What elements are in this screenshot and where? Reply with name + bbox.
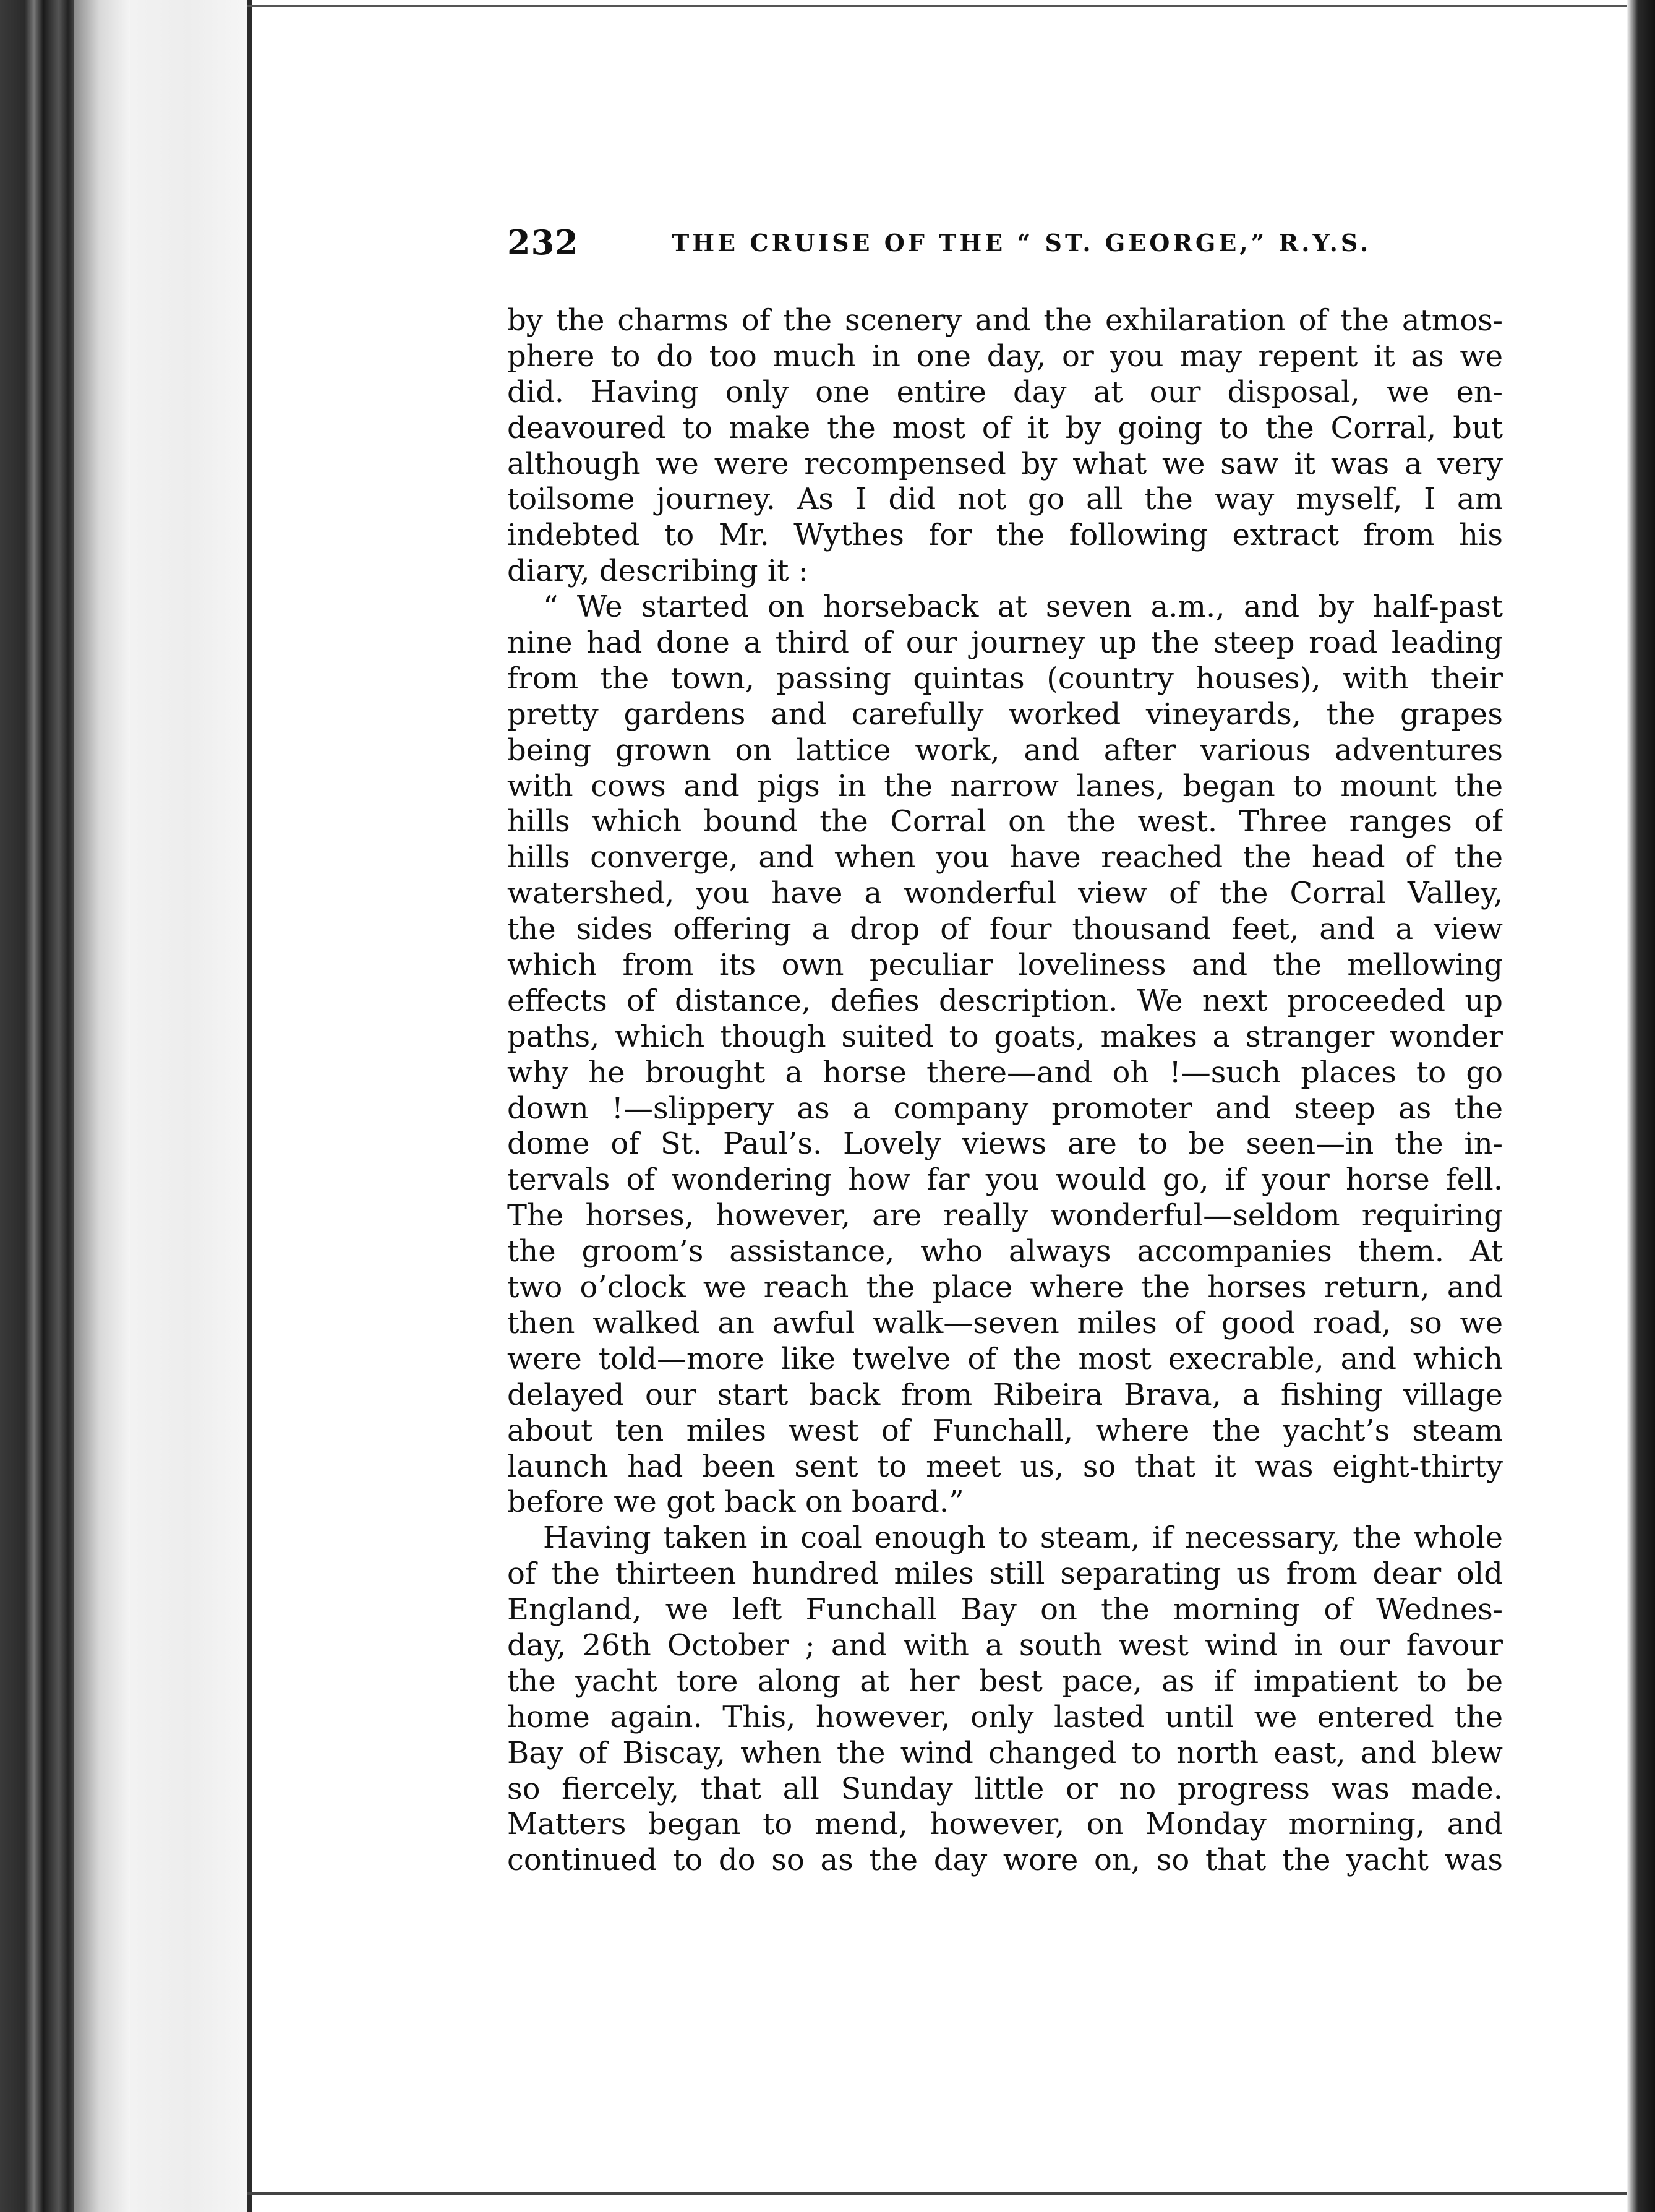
text-line: diary, describing it : bbox=[507, 554, 808, 589]
text-line: being grown on lattice work, and after various adventures bbox=[507, 732, 1503, 768]
scan-gutter-shadow bbox=[74, 0, 130, 2212]
text-line: hills which bound the Corral on the west. Three ranges of bbox=[507, 804, 1503, 839]
text-line: although we were recompensed by what we saw it was a very bbox=[507, 446, 1503, 481]
text-line: The horses, however, are really wonderful—seldom requiring bbox=[507, 1198, 1503, 1233]
scan-right-edge bbox=[1627, 0, 1655, 2212]
text-line: day, 26th October ; and with a south west wind in our favour bbox=[507, 1627, 1503, 1663]
text-line: phere to do too much in one day, or you may repent it as we bbox=[507, 338, 1503, 374]
text-line: England, we left Funchall Bay on the morning of Wednes- bbox=[507, 1592, 1503, 1627]
text-line: before we got back on board.” bbox=[507, 1485, 964, 1520]
text-line: by the charms of the scenery and the exhilaration of the atmos- bbox=[507, 303, 1503, 338]
text-line: with cows and pigs in the narrow lanes, began to mount the bbox=[507, 768, 1503, 804]
text-line: deavoured to make the most of it by going to the Corral, but bbox=[507, 410, 1503, 445]
text-line: paths, which though suited to goats, makes a stranger wonder bbox=[507, 1019, 1503, 1054]
text-line: home again. This, however, only lasted until we entered the bbox=[507, 1699, 1503, 1734]
text-line: pretty gardens and carefully worked vineyards, the grapes bbox=[507, 697, 1503, 732]
text-line: “ We started on horseback at seven a.m., and by half-past bbox=[543, 589, 1503, 625]
page-header bbox=[507, 223, 1503, 272]
text-line: toilsome journey. As I did not go all the way myself, I am bbox=[507, 482, 1503, 517]
scan-margin bbox=[130, 0, 247, 2212]
text-line: tervals of wondering how far you would go, if your horse fell. bbox=[507, 1162, 1503, 1198]
text-line: Bay of Biscay, when the wind changed to north east, and blew bbox=[507, 1735, 1503, 1770]
body-text bbox=[507, 303, 1503, 1879]
text-line: so fiercely, that all Sunday little or no progress was made. bbox=[507, 1771, 1503, 1806]
text-line: then walked an awful walk—seven miles of good road, so we bbox=[507, 1305, 1503, 1340]
text-line: Having taken in coal enough to steam, if necessary, the whole bbox=[543, 1520, 1503, 1556]
text-line: about ten miles west of Funchall, where the yacht’s steam bbox=[507, 1413, 1503, 1448]
scan-binding-edge bbox=[0, 0, 74, 2212]
text-line: delayed our start back from Ribeira Brava, a fishing village bbox=[507, 1377, 1503, 1412]
text-line: down !—slippery as a company promoter and steep as the bbox=[507, 1091, 1503, 1126]
text-line: launch had been sent to meet us, so that it was eight-thirty bbox=[507, 1449, 1503, 1484]
running-head: THE CRUISE OF THE “ ST. GEORGE,” R.Y.S. bbox=[672, 229, 1372, 257]
page-top-edge bbox=[247, 5, 1627, 7]
text-line: hills converge, and when you have reached the head of the bbox=[507, 840, 1503, 875]
text-line: why he brought a horse there—and oh !—such places to go bbox=[507, 1055, 1503, 1090]
text-line: did. Having only one entire day at our disposal, we en- bbox=[507, 374, 1503, 409]
text-line: the sides offering a drop of four thousand feet, and a view bbox=[507, 912, 1503, 947]
text-line: watershed, you have a wonderful view of the Corral Valley, bbox=[507, 876, 1503, 911]
text-line: dome of St. Paul’s. Lovely views are to be seen—in the in- bbox=[507, 1126, 1503, 1162]
text-line: of the thirteen hundred miles still separating us from dear old bbox=[507, 1556, 1503, 1592]
text-line: the yacht tore along at her best pace, as if impatient to be bbox=[507, 1663, 1503, 1699]
text-line: were told—more like twelve of the most execrable, and which bbox=[507, 1341, 1503, 1376]
text-line: continued to do so as the day wore on, so that the yacht was bbox=[507, 1843, 1503, 1878]
text-line: from the town, passing quintas (country houses), with their bbox=[507, 661, 1503, 696]
text-line: effects of distance, defies description. We next proceeded up bbox=[507, 983, 1503, 1018]
page-number: 232 bbox=[507, 223, 579, 262]
text-line: indebted to Mr. Wythes for the following extract from his bbox=[507, 518, 1503, 553]
text-line: Matters began to mend, however, on Monday morning, and bbox=[507, 1807, 1503, 1842]
text-line: two o’clock we reach the place where the horses return, and bbox=[507, 1270, 1503, 1305]
text-line: nine had done a third of our journey up the steep road leading bbox=[507, 625, 1503, 661]
text-line: the groom’s assistance, who always accompanies them. At bbox=[507, 1234, 1503, 1269]
text-line: which from its own peculiar loveliness and the mellowing bbox=[507, 948, 1503, 983]
page-bottom-edge bbox=[247, 2192, 1633, 2195]
